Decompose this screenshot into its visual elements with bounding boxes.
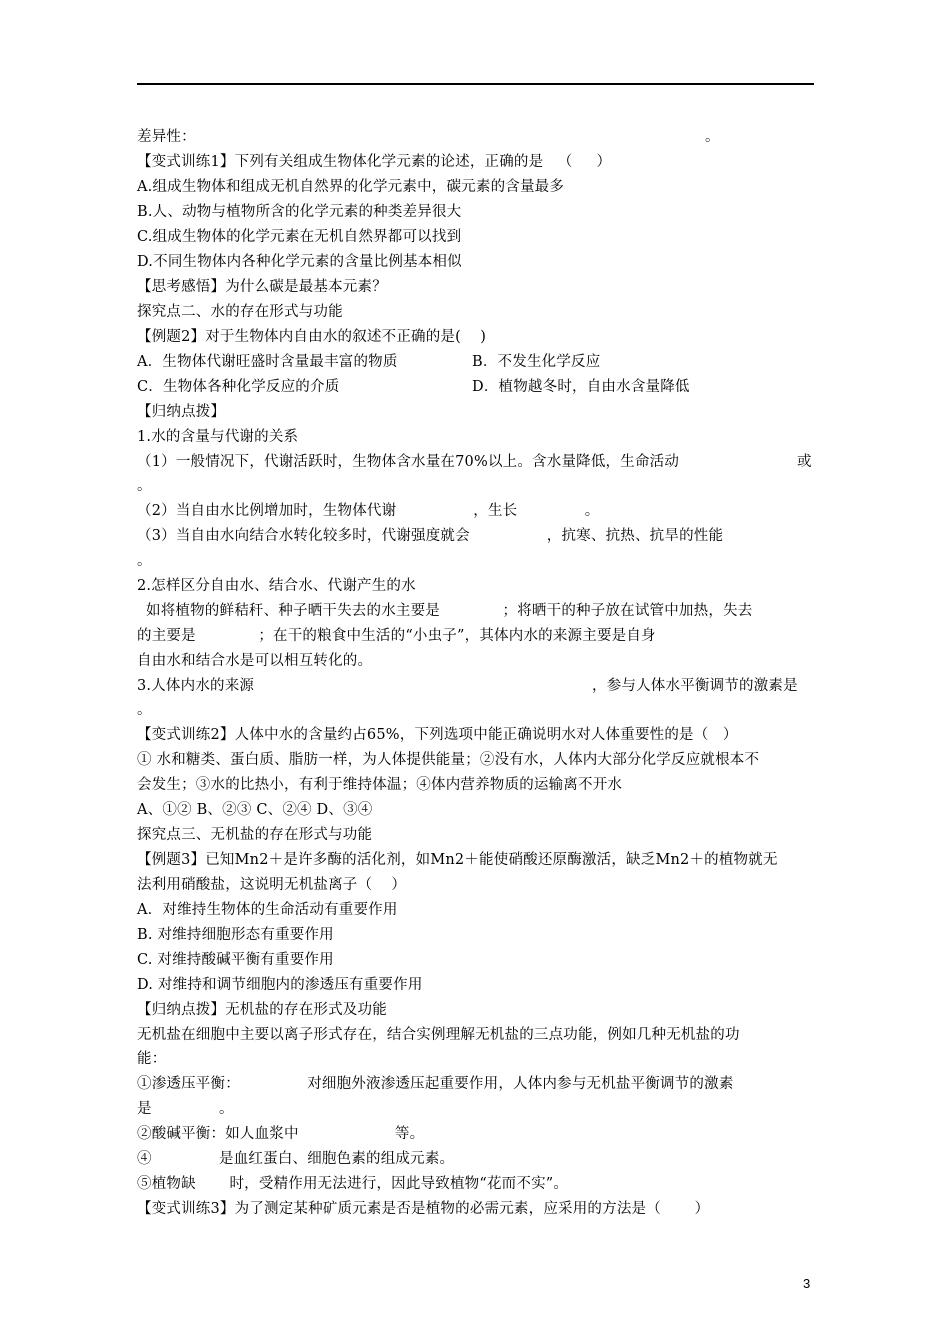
text-line: A.组成生物体和组成无机自然界的化学元素中，碳元素的含量最多: [137, 179, 565, 195]
text-line: C．生物体各种化学反应的介质 D．植物越冬时，自由水含量降低: [137, 379, 690, 395]
text-line: 会发生；③水的比热小，有利于维持体温；④体内营养物质的运输离不开水: [137, 777, 623, 793]
page-number: 3: [803, 1276, 811, 1291]
text-line: C.组成生物体的化学元素在无机自然界都可以找到: [137, 229, 462, 245]
text-line: ②酸碱平衡：如人血浆中 等。: [137, 1126, 425, 1142]
text-line: 是 。: [137, 1101, 234, 1117]
text-line: 自由水和结合水是可以相互转化的。: [137, 653, 373, 669]
text-line: A．生物体代谢旺盛时含量最丰富的物质 B．不发生化学反应: [137, 354, 601, 370]
text-line: 能：: [137, 1051, 167, 1067]
section-heading: 探究点三、无机盐的存在形式与功能: [137, 827, 373, 843]
text-line: 。: [137, 553, 152, 569]
text-line: ④ 是血红蛋白、细胞色素的组成元素。: [137, 1151, 455, 1167]
text-line: 1.水的含量与代谢的关系: [137, 429, 299, 445]
text-line: 法利用硝酸盐，这说明无机盐离子（ ）: [137, 877, 407, 893]
text-line: 【例题2】对于生物体内自由水的叙述不正确的是( ): [137, 329, 487, 345]
text-line: 无机盐在细胞中主要以离子形式存在，结合实例理解无机盐的三点功能，例如几种无机盐的功: [137, 1027, 740, 1043]
header-rule: [137, 83, 814, 85]
text-line: A．对维持生物体的生命活动有重要作用: [137, 902, 398, 918]
text-line: C. 对维持酸碱平衡有重要作用: [137, 952, 334, 968]
text-line: D.不同生物体内各种化学元素的含量比例基本相似: [137, 254, 462, 270]
text-line: 差异性： 。: [137, 129, 720, 145]
text-line: （2）当自由水比例增加时，生物体代谢 ，生长 。: [137, 503, 600, 519]
text-line: 【归纳点拨】: [137, 404, 226, 420]
text-line: 【归纳点拨】无机盐的存在形式及功能: [137, 1002, 387, 1018]
text-line: 的主要是 ；在干的粮食中生活的“小虫子”，其体内水的来源主要是自身: [137, 628, 656, 644]
text-line: 2.怎样区分自由水、结合水、代谢产生的水: [137, 578, 416, 594]
text-line: 如将植物的鲜秸秆、种子晒干失去的水主要是 ；将晒干的种子放在试管中加热，失去: [146, 603, 753, 619]
text-line: A、①② B、②③ C、②④ D、③④: [137, 802, 373, 818]
text-line: 3.人体内水的来源 ，参与人体水平衡调节的激素是: [137, 678, 798, 694]
text-line: D. 对维持和调节细胞内的渗透压有重要作用: [137, 977, 423, 993]
text-line: 【变式训练2】人体中水的含量约占65%，下列选项中能正确说明水对人体重要性的是（ ）: [137, 727, 738, 743]
text-line: ① 水和糖类、蛋白质、脂肪一样，为人体提供能量；②没有水，人体内大部分化学反应就根本不: [137, 752, 760, 768]
section-heading: 探究点二、水的存在形式与功能: [137, 304, 343, 320]
text-line: 【思考感悟】为什么碳是最基本元素？: [137, 279, 387, 295]
text-line: （3）当自由水向结合水转化较多时，代谢强度就会 ，抗寒、抗热、抗旱的性能: [137, 528, 724, 544]
text-line: B. 对维持细胞形态有重要作用: [137, 927, 334, 943]
text-line: （1）一般情况下，代谢活跃时，生物体含水量在70%以上。含水量降低，生命活动 或: [137, 454, 812, 470]
text-line: 【例题3】已知Mn2＋是许多酶的活化剂，如Mn2＋能使硝酸还原酶激活，缺乏Mn2＋的植物就无: [137, 852, 778, 868]
text-line: ⑤植物缺 时，受精作用无法进行，因此导致植物“花而不实”。: [137, 1176, 569, 1192]
text-line: 。: [137, 478, 152, 494]
text-line: ①渗透压平衡： 对细胞外液渗透压起重要作用，人体内参与无机盐平衡调节的激素: [137, 1076, 734, 1092]
text-line: B.人、动物与植物所含的化学元素的种类差异很大: [137, 204, 462, 220]
text-line: 。: [137, 702, 152, 718]
text-line: 【变式训练3】为了测定某种矿质元素是否是植物的必需元素，应采用的方法是（ ）: [137, 1201, 710, 1217]
text-line: 【变式训练1】下列有关组成生物体化学元素的论述，正确的是 （ ）: [137, 154, 612, 170]
